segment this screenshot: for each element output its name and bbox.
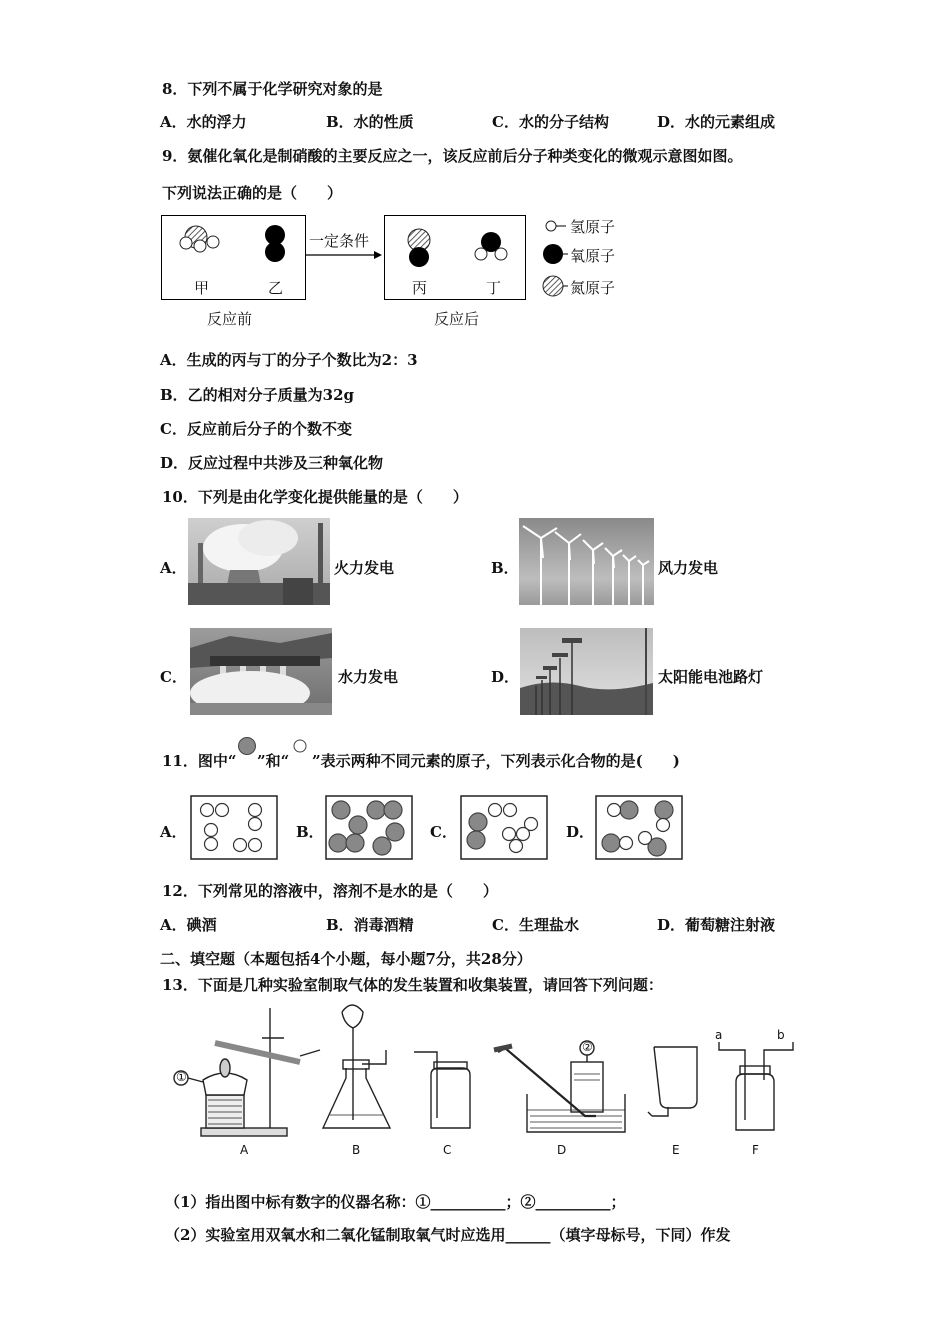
q9-stem-line2: 下列说法正确的是（ ） — [162, 184, 343, 202]
label-yi: 乙 — [268, 279, 284, 297]
after-label: 反应后 — [434, 310, 480, 328]
hydro-power-photo — [190, 628, 332, 715]
q8-option-c: C．水的分子结构 — [492, 113, 609, 131]
q10-letter-c: C． — [160, 668, 187, 686]
q11-letter-c: C． — [430, 823, 457, 841]
arrow-condition-label: 一定条件 — [309, 232, 370, 250]
legend-hydrogen: 氢原子 — [570, 218, 616, 236]
q10-letter-b: B． — [491, 559, 519, 577]
mark-a: a — [715, 1028, 723, 1042]
solar-streetlight-photo — [520, 628, 653, 715]
legend-oxygen: 氧原子 — [570, 247, 616, 265]
q13-stem: 13．下面是几种实验室制取气体的发生装置和收集装置，请回答下列问题： — [162, 976, 663, 994]
mark-one: ① — [176, 1070, 187, 1084]
label-ding: 丁 — [486, 279, 502, 297]
label-bing: 丙 — [412, 279, 428, 297]
apparatus-label-e: E — [672, 1143, 680, 1157]
q12-option-b: B．消毒酒精 — [326, 916, 414, 934]
q12-option-d: D．葡萄糖注射液 — [657, 916, 776, 934]
q12-option-a: A．碘酒 — [160, 916, 217, 934]
q12-option-c: C．生理盐水 — [492, 916, 579, 934]
q11-stem-part2: ”和“ — [257, 752, 290, 770]
q8-stem: 8．下列不属于化学研究对象的是 — [162, 80, 383, 98]
apparatus-label-d: D — [557, 1143, 567, 1157]
q8-option-b: B．水的性质 — [326, 113, 414, 131]
mark-b: b — [777, 1028, 785, 1042]
q9-stem-line1: 9．氨催化氧化是制硝酸的主要反应之一，该反应前后分子种类变化的微观示意图如图。 — [162, 147, 743, 165]
q9-option-d: D．反应过程中共涉及三种氧化物 — [160, 454, 384, 472]
q10-letter-d: D． — [491, 668, 520, 686]
q11-stem-part3: ”表示两种不同元素的原子，下列表示化合物的是( ) — [312, 752, 680, 770]
q11-particle-boxes — [0, 790, 950, 890]
q10-label-a: 火力发电 — [334, 559, 395, 577]
mark-two: ② — [582, 1040, 593, 1054]
q11-stem-part1: 11．图中“ — [162, 752, 237, 770]
q8-option-d: D．水的元素组成 — [657, 113, 776, 131]
q10-letter-a: A． — [160, 559, 187, 577]
q8-option-a: A．水的浮力 — [160, 113, 247, 131]
section-2-heading: 二、填空题（本题包括4个小题，每小题7分，共28分） — [160, 950, 532, 968]
q9-option-c: C．反应前后分子的个数不变 — [160, 420, 352, 438]
white-atom-icon — [291, 737, 309, 755]
label-jia: 甲 — [194, 279, 210, 297]
q10-label-b: 风力发电 — [658, 559, 719, 577]
q9-option-b: B．乙的相对分子质量为32g — [160, 386, 355, 404]
q13-sub2: （2）实验室用双氧水和二氧化锰制取氧气时应选用______（填字母标号，下同）作发 — [165, 1226, 731, 1244]
q10-stem: 10．下列是由化学变化提供能量的是（ ） — [162, 488, 468, 506]
apparatus-label-a: A — [240, 1143, 249, 1157]
grey-atom-icon — [236, 735, 258, 757]
apparatus-label-c: C — [443, 1143, 452, 1157]
thermal-power-photo — [188, 518, 330, 605]
apparatus-label-b: B — [352, 1143, 361, 1157]
q13-sub1: （1）指出图中标有数字的仪器名称：①__________；②__________； — [165, 1193, 626, 1211]
apparatus-label-f: F — [752, 1143, 759, 1157]
q11-letter-a: A． — [160, 823, 187, 841]
q11-letter-b: B． — [296, 823, 324, 841]
before-label: 反应前 — [207, 310, 253, 328]
legend-nitrogen: 氮原子 — [570, 279, 616, 297]
wind-power-photo — [519, 518, 654, 605]
q11-letter-d: D． — [566, 823, 595, 841]
q10-label-c: 水力发电 — [338, 668, 399, 686]
lab-apparatus-diagram — [0, 1000, 950, 1170]
q12-stem: 12．下列常见的溶液中，溶剂不是水的是（ ） — [162, 882, 498, 900]
q10-label-d: 太阳能电池路灯 — [658, 668, 764, 686]
q9-option-a: A．生成的丙与丁的分子个数比为2：3 — [160, 351, 418, 369]
